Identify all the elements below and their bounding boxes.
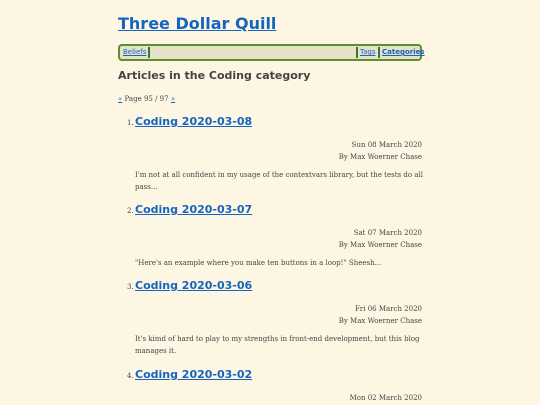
- article-meta: [350, 392, 422, 404]
- article-number: 3.: [127, 283, 134, 291]
- article-date: Sat 07 March 2020: [353, 229, 422, 237]
- nav-separator: [148, 47, 150, 58]
- site-title-link[interactable]: Three Dollar Quill: [118, 14, 277, 33]
- article-title-link[interactable]: Coding 2020-03-07: [135, 203, 253, 216]
- article-date: Mon 02 March 2020: [349, 394, 422, 402]
- nav-link-beliefs[interactable]: Beliefs: [123, 48, 147, 56]
- article-date: Sun 08 March 2020: [351, 141, 422, 149]
- prev-page-link[interactable]: «: [118, 95, 123, 103]
- article-title-link[interactable]: Coding 2020-03-06: [135, 279, 253, 292]
- nav-link-tags[interactable]: Tags: [360, 48, 376, 56]
- page-indicator: Page 95 / 97: [124, 95, 169, 103]
- nav-link-categories[interactable]: Categories: [382, 48, 425, 56]
- article-date: Fri 06 March 2020: [355, 305, 422, 313]
- nav-bar: [118, 44, 425, 61]
- article-number: 2.: [127, 207, 134, 215]
- article-summary: I'm not at all confident in my usage of the contextvars library, but the tests do all pass...: [135, 171, 423, 191]
- nav-separator: [378, 47, 380, 58]
- article-title-link[interactable]: Coding 2020-03-08: [135, 115, 253, 128]
- nav-separator: [356, 47, 358, 58]
- article-meta: [339, 303, 422, 327]
- article-title-link[interactable]: Coding 2020-03-02: [135, 368, 253, 381]
- article-summary: "Here's an example where you make ten buttons in a loop!" Sheesh...: [135, 259, 382, 267]
- article-meta: [339, 227, 422, 251]
- article-author: By Max Woerner Chase: [338, 153, 422, 161]
- page-heading: Articles in the Coding category: [118, 69, 311, 82]
- pagination: [118, 95, 175, 103]
- article-number: 4.: [127, 372, 134, 380]
- next-page-link[interactable]: »: [170, 95, 176, 103]
- article-author: By Max Woerner Chase: [338, 317, 422, 325]
- article-summary: It's kimd of hard to play to my strengths in front-end development, but this blog manages it.: [135, 335, 420, 355]
- article-number: 1.: [127, 119, 134, 127]
- article-meta: [339, 139, 422, 163]
- article-author: By Max Woerner Chase: [338, 241, 422, 249]
